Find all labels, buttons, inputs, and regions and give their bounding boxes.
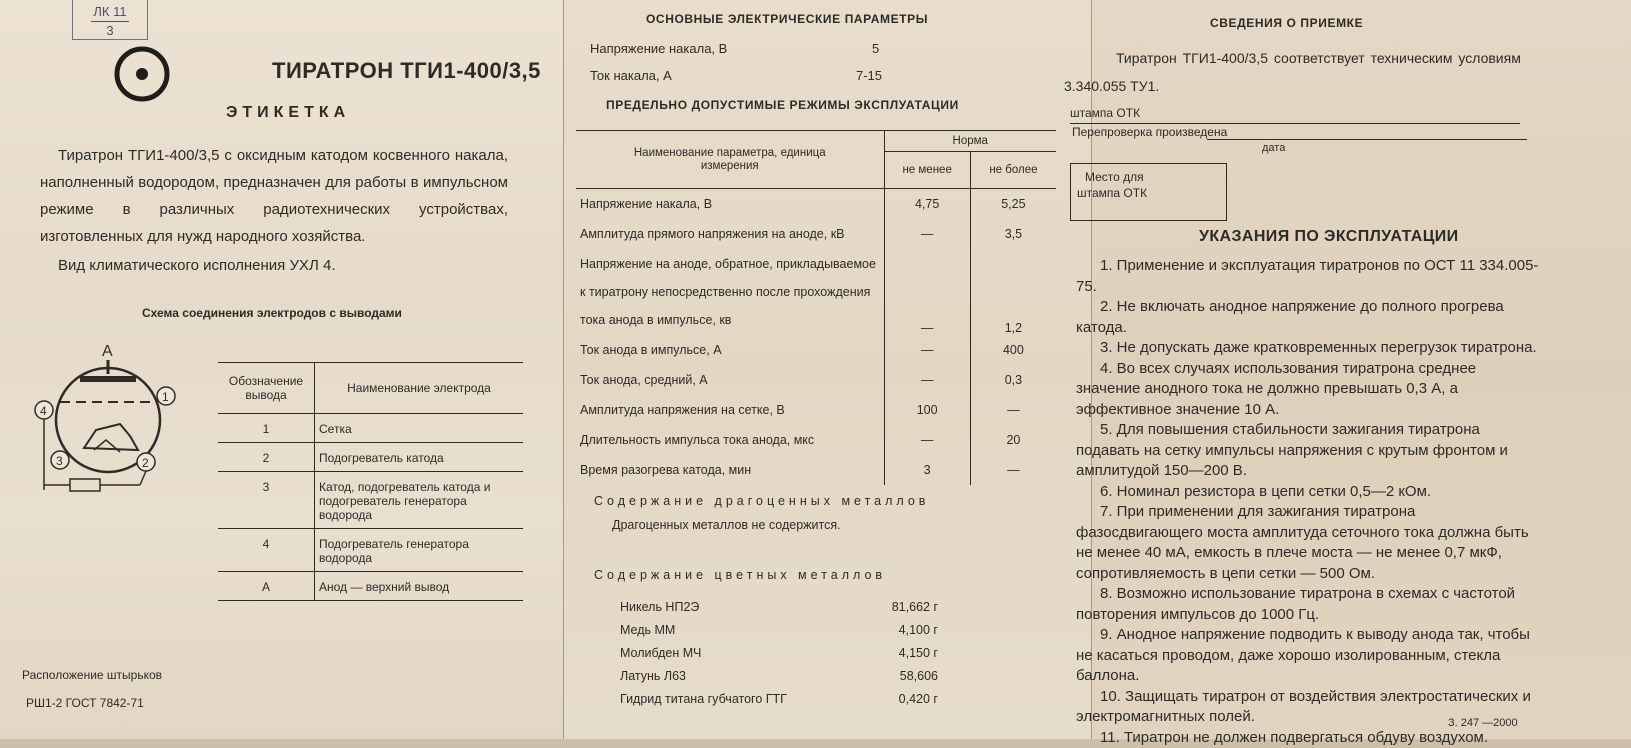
right-page [1092, 0, 1631, 739]
climate-paragraph: Вид климатического исполнения УХЛ 4. [58, 252, 336, 279]
pin-cell: 1 [218, 414, 315, 443]
stamp-line1: ЛК 11 [91, 3, 129, 22]
description-paragraph: Тиратрон ТГИ1-400/3,5 с оксидным катодом косвенного накала, наполненный водородом, предназначен для работы в импульсном режиме в различных радиотехнических устройствах, изготовленных для нужд народного хозяйства. [40, 142, 508, 250]
table-row [576, 395, 1056, 425]
divider [1070, 123, 1520, 124]
limit-max: — [970, 455, 1056, 485]
electrode-cell: Анод — верхний вывод [315, 572, 524, 601]
table-row [576, 455, 1056, 485]
table-row [218, 414, 523, 443]
table-row [218, 472, 523, 529]
pin-diagram [20, 340, 200, 500]
list-item: 4. Во всех случаях использования тиратрона среднее значение анодного тока не должно превышать 0,3 А, а эффективное значение 10 А. [1076, 359, 1542, 421]
limit-max: — [970, 395, 1056, 425]
pin-table [218, 362, 523, 601]
box-line1: Место для [1071, 164, 1226, 184]
limit-max: 0,3 [970, 365, 1056, 395]
metal-name: Молибден МЧ [620, 641, 869, 664]
list-item: 5. Для повышения стабильности зажигания тиратрона подавать на сетку импульсы напряжения с крутым фронтом и амплитудой 150—200 В. [1076, 420, 1542, 482]
acceptance-heading: СВЕДЕНИЯ О ПРИЕМКЕ [1210, 16, 1363, 30]
list-item: 3. Не допускать даже кратковременных перегрузок тиратрона. [1076, 338, 1542, 359]
limit-name: Амплитуда напряжения на сетке, В [576, 395, 884, 425]
order-number: З. 247 —2000 [1448, 717, 1518, 729]
metals-table [620, 595, 938, 710]
electrode-cell: Подогреватель катода [315, 443, 524, 472]
pin-table-header-pin: Обозначение вывода [218, 363, 315, 414]
main-params-heading: ОСНОВНЫЕ ЭЛЕКТРИЧЕСКИЕ ПАРАМЕТРЫ [646, 12, 928, 26]
divider [1207, 139, 1527, 140]
limit-max: 400 [970, 335, 1056, 365]
param-value: 5 [872, 41, 879, 56]
stamp-place-box [1070, 163, 1227, 221]
table-row [576, 219, 1056, 249]
limit-name: Время разогрева катода, мин [576, 455, 884, 485]
table-row [576, 365, 1056, 395]
pin-table-header-electrode: Наименование электрода [315, 363, 524, 414]
pin-3-label: 3 [56, 454, 63, 468]
table-row [620, 595, 938, 618]
metal-name: Гидрид титана губчатого ГТГ [620, 687, 869, 710]
list-item: 11. Тиратрон не должен подвергаться обдуву воздухом. [1076, 728, 1542, 748]
table-row [218, 529, 523, 572]
table-row [218, 443, 523, 472]
label-heading: ЭТИКЕТКА [226, 104, 350, 122]
pin-2-label: 2 [142, 456, 149, 470]
table-row [620, 618, 938, 641]
metal-value: 4,150 г [869, 641, 938, 664]
limit-min: — [884, 249, 970, 335]
pin-cell: 4 [218, 529, 315, 572]
pin-cell: 2 [218, 443, 315, 472]
precious-heading: Содержание драгоценных металлов [594, 494, 929, 508]
table-row [576, 335, 1056, 365]
limit-name: Длительность импульса тока анода, мкс [576, 425, 884, 455]
limits-header-min: не менее [884, 152, 970, 189]
limit-min: — [884, 335, 970, 365]
left-page [0, 0, 564, 739]
list-item: 9. Анодное напряжение подводить к выводу анода так, чтобы не касаться проводом, даже хорошо изолированным, стекла баллона. [1076, 625, 1542, 687]
anode-label: А [102, 343, 113, 360]
limit-max: 20 [970, 425, 1056, 455]
metal-name: Латунь Л63 [620, 664, 869, 687]
limit-max: 3,5 [970, 219, 1056, 249]
metal-value: 81,662 г [869, 595, 938, 618]
list-item: 8. Возможно использование тиратрона в схемах с частотой повторения импульсов до 1000 Гц. [1076, 584, 1542, 625]
limit-min: — [884, 219, 970, 249]
table-row [218, 572, 523, 601]
metal-value: 58,606 [869, 664, 938, 687]
limits-heading: ПРЕДЕЛЬНО ДОПУСТИМЫЕ РЕЖИМЫ ЭКСПЛУАТАЦИИ [606, 98, 959, 112]
limit-name: Напряжение накала, В [576, 189, 884, 220]
limits-header-param: Наименование параметра, единица измерения [576, 131, 884, 189]
table-row [576, 189, 1056, 220]
recheck-label: Перепроверка произведена [1072, 125, 1227, 139]
metal-name: Никель НП2Э [620, 595, 869, 618]
top-view-symbol-icon [112, 44, 172, 104]
list-item: 10. Защищать тиратрон от воздействия электростатических и электромагнитных полей. [1076, 687, 1542, 728]
electrode-cell: Катод, подогреватель катода и подогреватель генератора водорода [315, 472, 524, 529]
page-title: ТИРАТРОН ТГИ1-400/3,5 [272, 58, 541, 84]
limit-max: 1,2 [970, 249, 1056, 335]
table-row [620, 664, 938, 687]
limit-name: Напряжение на аноде, обратное, прикладываемое к тиратрону непосредственно после прохождения тока анода в импульсе, кв [576, 249, 884, 335]
instructions-heading: УКАЗАНИЯ ПО ЭКСПЛУАТАЦИИ [1199, 228, 1459, 246]
list-item: 2. Не включать анодное напряжение до полного прогрева катода. [1076, 297, 1542, 338]
acceptance-line2: 3.340.055 ТУ1. [1064, 78, 1159, 94]
nonferrous-heading: Содержание цветных металлов [594, 568, 886, 582]
list-item: 6. Номинал резистора в цепи сетки 0,5—2 кОм. [1076, 482, 1542, 503]
param-name: Ток накала, А [590, 68, 672, 83]
archive-stamp [72, 0, 148, 40]
limit-max: 5,25 [970, 189, 1056, 220]
table-row [576, 249, 1056, 335]
footer-code: РШ1-2 ГОСТ 7842-71 [26, 696, 144, 710]
pin-cell: А [218, 572, 315, 601]
limits-table [576, 130, 1056, 485]
acceptance-line1: Тиратрон ТГИ1-400/3,5 соответствует техническим условиям [1116, 50, 1521, 66]
list-item: 7. При применении для зажигания тиратрона фазосдвигающего моста амплитуда сеточного тока должна быть не менее 40 мА, емкость в плече моста — не менее 0,7 мкФ, сопротивляемость в цепи сетки — 500 Ом. [1076, 502, 1542, 584]
limits-header-norm: Норма [884, 131, 1056, 152]
list-item: 1. Применение и эксплуатация тиратронов по ОСТ 11 334.005-75. [1076, 256, 1542, 297]
footer-caption: Расположение штырьков [22, 668, 162, 682]
metal-value: 0,420 г [869, 687, 938, 710]
param-value: 7-15 [856, 68, 882, 83]
table-row [620, 641, 938, 664]
limits-header-max: не более [970, 152, 1056, 189]
table-row [576, 425, 1056, 455]
limit-min: 4,75 [884, 189, 970, 220]
table-row [620, 687, 938, 710]
limit-min: 100 [884, 395, 970, 425]
metal-name: Медь ММ [620, 618, 869, 641]
instructions-list [1076, 256, 1542, 748]
schema-title: Схема соединения электродов с выводами [142, 306, 402, 320]
box-line2: штампа ОТК [1071, 184, 1226, 200]
limit-name: Ток анода, средний, А [576, 365, 884, 395]
electrode-cell: Подогреватель генератора водорода [315, 529, 524, 572]
pin-cell: 3 [218, 472, 315, 529]
stamp-otk-label: штампа ОТК [1070, 106, 1140, 120]
limit-name: Амплитуда прямого напряжения на аноде, кВ [576, 219, 884, 249]
date-label: дата [1262, 142, 1285, 154]
precious-text: Драгоценных металлов не содержится. [612, 518, 841, 532]
limit-min: — [884, 365, 970, 395]
metal-value: 4,100 г [869, 618, 938, 641]
limit-name: Ток анода в импульсе, А [576, 335, 884, 365]
pin-1-label: 1 [162, 390, 169, 404]
param-name: Напряжение накала, В [590, 41, 727, 56]
electrode-cell: Сетка [315, 414, 524, 443]
limit-min: 3 [884, 455, 970, 485]
pin-4-label: 4 [40, 404, 47, 418]
limit-min: — [884, 425, 970, 455]
stamp-line2: 3 [73, 22, 147, 40]
